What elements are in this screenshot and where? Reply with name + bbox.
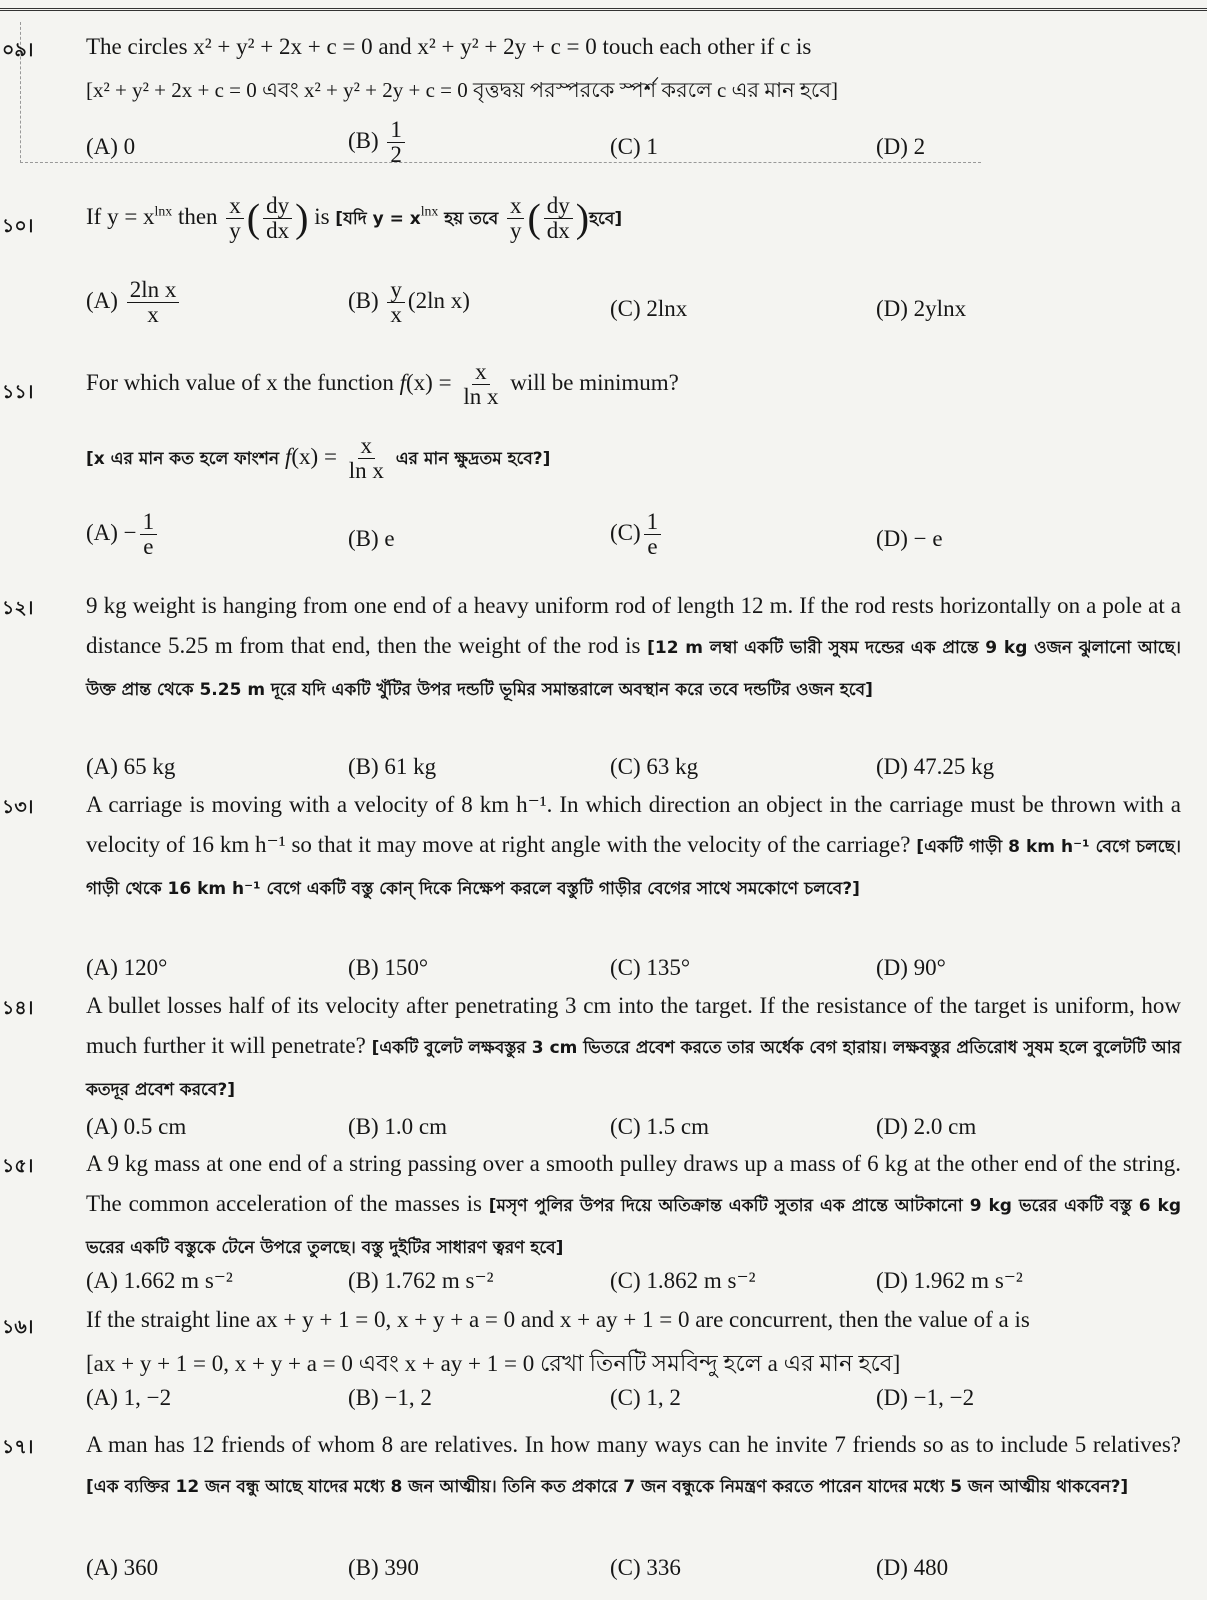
option-c: (C) 1.862 m s⁻² — [610, 1268, 756, 1293]
question-text: If $y = x^{lnx}$ then $\frac{x}{y}$ ( $\frac{dy}{dx}$ ) is [যদি $y = x^{lnx}$ হয় তবে $\frac{x}{y}$ ( $\frac{dy}{dx}$ )হবে] — [86, 193, 623, 244]
question-text: A man has 12 friends of whom 8 are relatives. In how many ways can he invite 7 friends so as to include 5 relatives? [এক ব্যক্তির 12 জন বন্ধু আছে যাদের মধ্যে 8 জন আত্মীয়। তিনি কত প্রকারে 7 জন বন্ধুকে নিমন্ত্রণ করতে পারেন যাদের মধ্যে 5 জন আত্মীয় থাকবেন?] — [86, 1432, 1181, 1497]
question-number: ১২। — [2, 597, 34, 619]
option-b: (B) $\frac{y}{x}$ (2ln x) — [348, 277, 470, 328]
option-b: (B) e — [348, 526, 395, 551]
question-number: ১৬। — [2, 1316, 34, 1338]
option-c: (C) $\frac{1}{e}$ — [610, 510, 664, 559]
option-b: (B) 61 kg — [348, 754, 437, 779]
option-b: (B) 150° — [348, 955, 429, 980]
question-number: ১৫। — [2, 1155, 34, 1177]
question-number: ১৪। — [2, 997, 34, 1019]
option-c: (C) 135° — [610, 955, 691, 980]
question-text: A bullet losses half of its velocity after penetrating 3 cm into the target. If the resistance of the target is uniform, how much further it will penetrate? [একটি বুলেট লক্ষবস্তুর 3 cm ভিতরে প্রবেশ করতে তার অর্ধেক বেগ হারায়। লক্ষবস্তুর প্রতিরোধ সুষম হলে বুলেটটি আর কতদূর প্রবেশ করবে?] — [86, 993, 1182, 1100]
question-text-bn: [x এর মান কত হলে ফাংশন f(x) = $\frac{x}{\text{ln x}}$ এর মান ক্ষুদ্রতম হবে?] — [86, 433, 551, 484]
option-d: (D) 1.962 m s⁻² — [876, 1268, 1023, 1293]
option-a: (A) 65 kg — [86, 754, 176, 779]
option-c: (C) 1 — [610, 134, 658, 159]
option-b: (B) 1.762 m s⁻² — [348, 1268, 494, 1293]
option-d: (D) 480 — [876, 1555, 949, 1580]
option-c: (C) 2lnx — [610, 296, 688, 321]
question-text: A 9 kg mass at one end of a string passing over a smooth pulley draws up a mass of 6 kg at the other end of the string. The common acceleration of the masses is [মসৃণ পুলির উপর দিয়ে অতিক্রান্ত একটি সুতার এক প্রান্তে আটকানো 9 kg ভরের একটি বস্তু 6 kg ভরের একটি বস্তুকে টেনে উপরে তুলছে। বস্তু দুইটির সাধারণ ত্বরণ হবে] — [86, 1151, 1182, 1258]
question-text: A carriage is moving with a velocity of 8 km h⁻¹. In which direction an object in the carriage must be thrown with a velocity of 16 km h⁻¹ so that it may move at right angle with the velocity of the carriage? [একটি গাড়ী 8 km h⁻¹ বেগে চলছে। গাড়ী থেকে 16 km h⁻¹ বেগে একটি বস্তু কোন্ দিকে নিক্ষেপ করলে বস্তুটি গাড়ীর বেগের সাথে সমকোণে চলবে?] — [86, 792, 1181, 899]
option-c: (C) 1, 2 — [610, 1385, 681, 1410]
option-a: (A) 120° — [86, 955, 168, 980]
option-a: (A) 360 — [86, 1555, 159, 1580]
option-d: (D) 2 — [876, 134, 926, 159]
option-d: (D) −1, −2 — [876, 1385, 975, 1410]
option-d: (D) 2.0 cm — [876, 1114, 977, 1139]
question-text-en: The circles x² + y² + 2x + c = 0 and x² + y² + 2y + c = 0 touch each other if c is — [86, 34, 812, 59]
option-a: (A) 0.5 cm — [86, 1114, 187, 1139]
option-d: (D) 2ylnx — [876, 296, 967, 321]
question-text-en: For which value of x the function f(x) = $\frac{x}{\text{ln x}}$ will be minimum? — [86, 359, 679, 410]
option-a: (A) $\frac{\text{2ln x}}{x}$ — [86, 278, 182, 327]
option-d: (D) 90° — [876, 955, 946, 980]
question-text-bn: [ax + y + 1 = 0, x + y + a = 0 এবং x + ay + 1 = 0 রেখা তিনটি সমবিন্দু হলে a এর মান হবে] — [86, 1351, 901, 1376]
option-a: (A) 0 — [86, 134, 136, 159]
question-number: ১১। — [2, 381, 34, 403]
option-d: (D) − e — [876, 526, 943, 551]
question-text: 9 kg weight is hanging from one end of a heavy uniform rod of length 12 m. If the rod rests horizontally on a pole at a distance 5.25 m from that end, then the weight of the rod is [12 m লম্বা একটি ভারী সুষম দন্ডের এক প্রান্তে 9 kg ওজন ঝুলানো আছে। উক্ত প্রান্ত থেকে 5.25 m দূরে যদি একটি খুঁটির উপর দন্ডটি ভূমির সমান্তরালে অবস্থান করে তবে দন্ডটির ওজন হবে] — [86, 593, 1181, 700]
option-b: (B) −1, 2 — [348, 1385, 432, 1410]
option-d: (D) 47.25 kg — [876, 754, 995, 779]
option-a: (A) 1, −2 — [86, 1385, 172, 1410]
question-text-bn: [x² + y² + 2x + c = 0 এবং x² + y² + 2y + c = 0 বৃত্তদ্বয় পরস্পরকে স্পর্শ করলে c এর মান হবে] — [86, 78, 839, 102]
question-number: ১০। — [2, 215, 34, 237]
option-c: (C) 63 kg — [610, 754, 699, 779]
question-number: ১৭। — [2, 1436, 34, 1458]
question-number: ১৩। — [2, 796, 34, 818]
option-c: (C) 1.5 cm — [610, 1114, 710, 1139]
option-c: (C) 336 — [610, 1555, 681, 1580]
option-a: (A) 1.662 m s⁻² — [86, 1268, 233, 1293]
option-b: (B) 390 — [348, 1555, 419, 1580]
option-b: (B) 1.0 cm — [348, 1114, 448, 1139]
top-rule — [0, 8, 1207, 11]
question-text-en: If the straight line ax + y + 1 = 0, x + y + a = 0 and x + ay + 1 = 0 are concurrent, then the value of a is — [86, 1307, 1030, 1332]
question-number: ০৯। — [2, 39, 34, 61]
option-b: (B) $\frac{1}{2}$ — [348, 118, 408, 167]
option-a: (A) − $\frac{1}{e}$ — [86, 510, 160, 559]
